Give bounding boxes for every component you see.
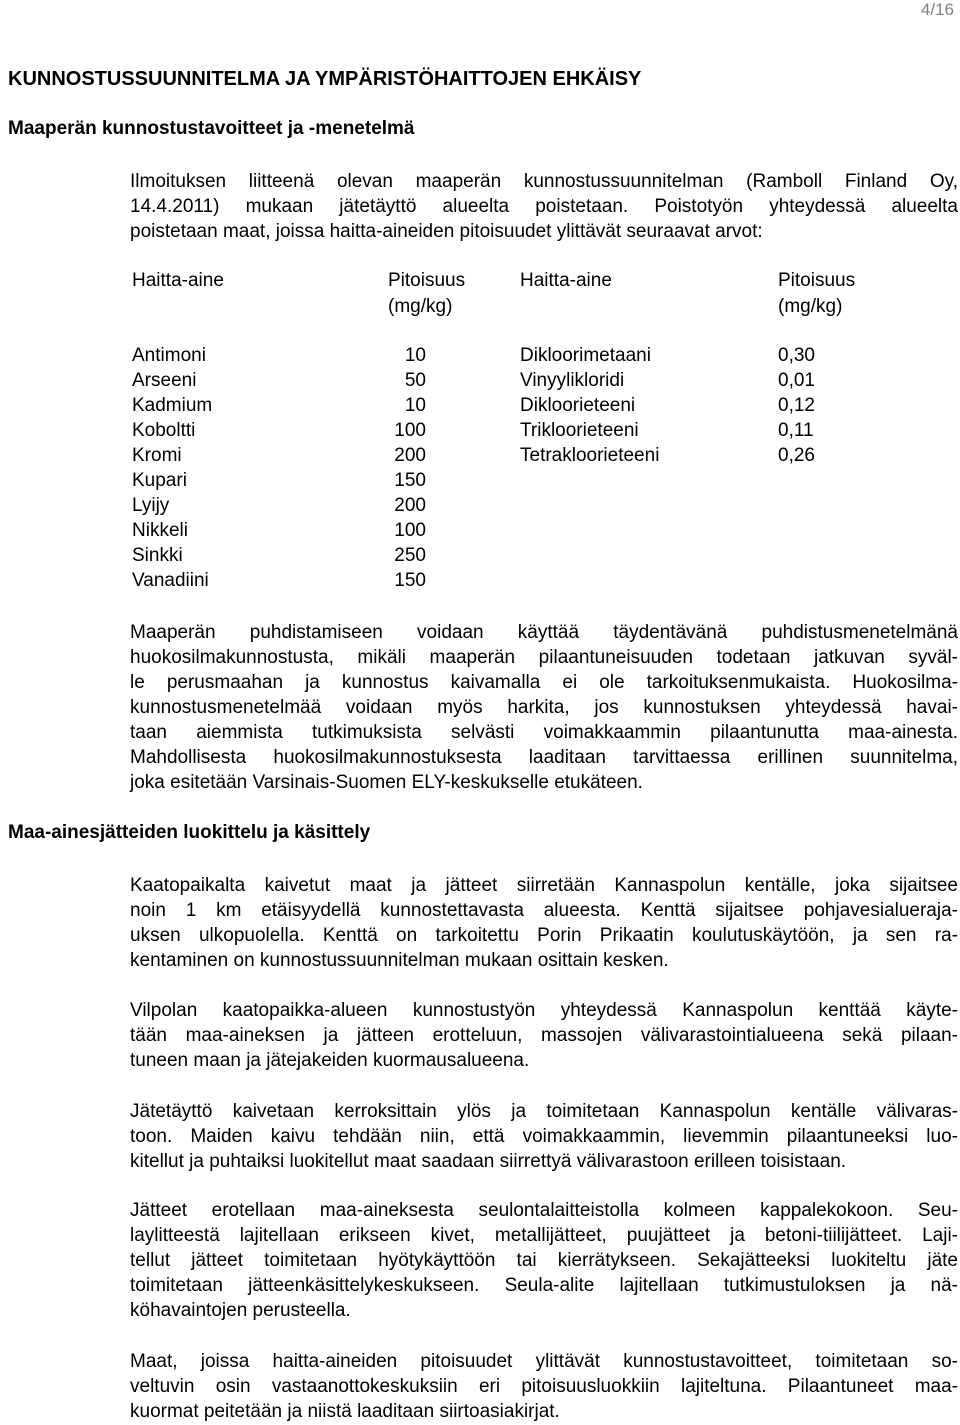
text-line: tään maa-ainekse​n ja jätteen erotteluun, massojen välivarastointialueena sekä pilaan- xyxy=(130,1025,958,1046)
table-cell-substance: Tetrakloorieteeni xyxy=(520,445,660,466)
table-header-substance: Haitta-aine xyxy=(132,270,224,291)
table-cell-value: 0,26 xyxy=(778,445,815,466)
text-line: tellut jätteet toimitetaan hyötykäyttöön tai kierrätykseen. Sekajätteeksi luokiteltu jäte xyxy=(130,1250,958,1271)
text-line: Ilmoituksen liitteenä olevan maaperän kunnostussuunnitelman (Ramboll Finland Oy, xyxy=(130,171,958,192)
table-cell-value: 0,11 xyxy=(778,420,814,441)
table-header-substance: Haitta-aine xyxy=(520,270,612,291)
table-cell-value: 10 xyxy=(404,395,426,416)
text-line: kentaminen on kunnostussuunnitelman mukaan osittain kesken. xyxy=(130,950,669,971)
text-line: tuneen maan ja jätejakeiden kuormausalueena. xyxy=(130,1050,530,1071)
table-cell-substance: Lyijy xyxy=(132,495,170,516)
text-line: kunnostusmenetelmää voidaan myös harkita, jos kunnostuksen yhteydessä havai- xyxy=(130,697,958,718)
intro-paragraph xyxy=(130,169,958,244)
remediation-method-paragraph xyxy=(130,620,958,795)
table-cell-substance: Dikloorimetaani xyxy=(520,345,651,366)
table-cell-substance: Nikkeli xyxy=(132,520,188,541)
text-line: kuormat peitetään ja niistä laaditaan siirtoasiakirjat. xyxy=(130,1401,560,1422)
table-cell-substance: Koboltti xyxy=(132,420,196,441)
document-title: KUNNOSTUSSUUNNITELMA JA YMPÄRISTÖHAITTOJEN EHKÄISY xyxy=(8,68,642,90)
text-line: Vilpolan kaatopaikka-alueen kunnostustyön yhteydessä Kannaspolun kenttää käyte- xyxy=(130,1000,958,1021)
table-cell-substance: Sinkki xyxy=(132,545,183,566)
text-line: taan aiemmista tutkimuksista selvästi voimakkaammin pilaantunutta maa-ainesta. xyxy=(130,722,958,743)
body-paragraph xyxy=(130,873,958,973)
table-cell-substance: Dikloorieteeni xyxy=(520,395,636,416)
text-line: le perusmaahan ja kunnostus kaivamalla ei ole tarkoituksenmukaista. Huokosilma- xyxy=(130,672,958,693)
text-line: uksen ulkopuolella. Kenttä on tarkoitettu Porin Prikaatin koulutuskäytöön, ja sen ra- xyxy=(130,925,958,946)
table-cell-value: 200 xyxy=(394,495,426,516)
table-cell-substance: Vanadiini xyxy=(132,570,209,591)
table-header-concentration: Pitoisuus xyxy=(778,270,856,291)
table-cell-value: 0,01 xyxy=(778,370,815,391)
section-heading-waste-classification: Maa-ainesjätteiden luokittelu ja käsittely xyxy=(8,822,371,843)
table-cell-value: 100 xyxy=(394,520,426,541)
table-cell-substance: Vinyylikloridi xyxy=(520,370,625,391)
text-line: Kaatopaikalta kaivetut maat ja jätteet siirretään Kannaspolun kentälle, joka sijaitsee xyxy=(130,875,958,896)
text-line: poistetaan maat, joissa haitta-aineiden pitoisuudet ylittävät seuraavat arvot: xyxy=(130,221,763,242)
text-line: köhavaintojen perusteella. xyxy=(130,1300,351,1321)
table-header-unit: (mg/kg) xyxy=(388,296,453,317)
table-cell-value: 50 xyxy=(404,370,426,391)
section-heading-soil-remediation: Maaperän kunnostustavoitteet ja -menetelmä xyxy=(8,118,415,139)
text-line: joka esitetään Varsinais-Suomen ELY-keskukselle etukäteen. xyxy=(130,772,643,793)
body-paragraph xyxy=(130,1198,958,1323)
text-line: kitellut ja puhtaiksi luokitellut maat saadaan siirrettyä välivarastoon erilleen toisistaan. xyxy=(130,1151,847,1172)
table-cell-value: 200 xyxy=(394,445,426,466)
text-line: Jätteet erotellaan maa-aineksesta seulontalaitteistolla kolmeen kappalekokoon. Seu- xyxy=(130,1200,958,1221)
table-cell-value: 150 xyxy=(394,470,426,491)
text-line: Jätetäyttö kaivetaan kerroksittain ylös ja toimitetaan Kannaspolun kentälle välivaras- xyxy=(130,1101,958,1122)
table-cell-value: 0,12 xyxy=(778,395,815,416)
table-cell-value: 100 xyxy=(394,420,426,441)
body-paragraph xyxy=(130,1349,958,1424)
text-line: toon. Maiden kaivu tehdään niin, että voimakkaammin, lievemmin pilaantuneeksi luo- xyxy=(130,1126,958,1147)
table-cell-value: 10 xyxy=(404,345,426,366)
table-cell-substance: Kadmium xyxy=(132,395,213,416)
text-line: laylitteestä lajitellaan erikseen kivet, metallijätteet, puujätteet ja betoni-tiilijätteet. Laji- xyxy=(130,1225,958,1246)
table-cell-value: 250 xyxy=(394,545,426,566)
body-paragraph xyxy=(130,998,958,1073)
text-line: Mahdollisesta huokosilmakunnostuksesta laaditaan tarvittaessa erillinen suunnitelma, xyxy=(130,747,958,768)
text-line: 14.4.2011) mukaan jätetäyttö alueelta poistetaan. Poistotyön yhteydessä alueelta xyxy=(130,196,958,217)
text-line: noin 1 km etäisyydellä kunnostettavasta alueesta. Kenttä sijaitsee pohjavesialueraja- xyxy=(130,900,958,921)
body-paragraph xyxy=(130,1099,958,1174)
table-cell-substance: Trikloorieteeni xyxy=(520,420,639,441)
text-line: veltuvin osin vastaanottokeskuksiin eri pitoisuusluokkiin lajiteltuna. Pilaantuneet maa- xyxy=(130,1376,958,1397)
text-line: huokosilmakunnostusta, mikäli maaperän pilaantuneisuuden todetaan jatkuvan syväl- xyxy=(130,647,958,668)
text-line: Maaperän puhdistamiseen voidaan käyttää täydentävänä puhdistusmenetelmänä xyxy=(130,622,958,643)
table-cell-substance: Arseeni xyxy=(132,370,197,391)
table-cell-value: 0,30 xyxy=(778,345,815,366)
table-header-concentration: Pitoisuus xyxy=(388,270,466,291)
table-cell-substance: Kupari xyxy=(132,470,187,491)
table-cell-value: 150 xyxy=(394,570,426,591)
text-line: toimitetaan jätteenkäsittelykeskukseen. Seula-alite lajitellaan tutkimustuloksen ja nä- xyxy=(130,1275,958,1296)
table-header-unit: (mg/kg) xyxy=(778,296,843,317)
text-line: Maat, joissa haitta-aineiden pitoisuudet ylittävät kunnostustavoitteet, toimitetaan so- xyxy=(130,1351,958,1372)
table-cell-substance: Kromi xyxy=(132,445,182,466)
table-cell-substance: Antimoni xyxy=(132,345,206,366)
page-number: 4/16 xyxy=(920,0,954,19)
